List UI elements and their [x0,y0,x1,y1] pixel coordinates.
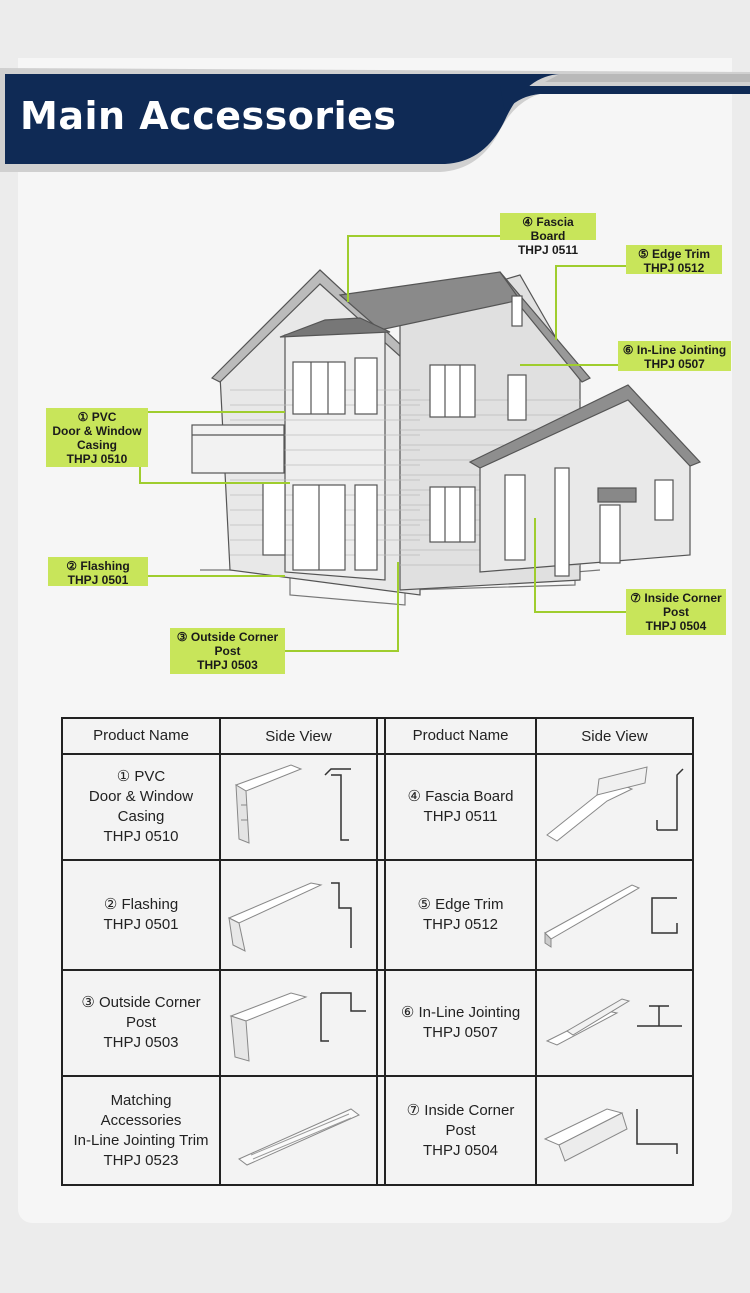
product-line: Post [125,1014,156,1031]
profile-image [537,971,687,1071]
callout-pvc-line4: THPJ 0510 [66,452,128,466]
product-line: THPJ 0511 [423,808,498,825]
product-flashing [62,860,220,970]
callout-inside-corner [626,589,726,635]
product-line: ② Flashing [103,896,179,913]
header-side-view-right: Side View [536,718,693,754]
callout-pvc-line2: Door & Window [52,424,142,438]
table-row [62,860,693,970]
callout-flashing-line2: THPJ 0501 [67,573,129,587]
callout-outside-corner [170,628,285,674]
callout-outside-line2: Post [214,644,241,658]
side-view-outside-corner [220,970,377,1076]
callout-fascia-line1: ④ Fascia Board [522,215,574,243]
product-inside-corner [385,1076,536,1185]
product-line: THPJ 0510 [103,828,179,845]
product-line: THPJ 0512 [422,916,499,933]
callout-flashing-line1: ② Flashing [66,559,130,573]
side-view-edge-trim [536,860,693,970]
profile-image [221,971,371,1071]
table-row [62,970,693,1076]
profile-image [537,755,687,855]
side-view-flashing [220,860,377,970]
callout-inside-line2: Post [662,605,689,619]
callout-inside-line1: ⑦ Inside Corner [630,591,722,605]
table-divider [377,718,385,754]
accessories-table [61,717,694,1186]
side-view-pvc-casing [220,754,377,860]
table-header-row [62,718,693,754]
product-line: THPJ 0507 [422,1024,499,1041]
callout-inline-line2: THPJ 0507 [644,357,705,371]
header-product-name-right: Product Name [385,718,536,754]
product-line: THPJ 0501 [103,916,179,933]
product-edge-trim [385,860,536,970]
callout-fascia-line2: THPJ 0511 [517,243,579,257]
product-line: ⑥ In-Line Jointing [400,1004,521,1021]
product-fascia-board [385,754,536,860]
side-view-fascia-board [536,754,693,860]
product-line: THPJ 0503 [103,1034,179,1051]
product-inline-jointing [385,970,536,1076]
product-line: Door & Window [88,788,194,805]
page-title: Main Accessories [20,94,397,138]
side-view-inline-jointing [536,970,693,1076]
header-side-view-left: Side View [220,718,377,754]
product-line: THPJ 0504 [422,1141,499,1159]
callout-pvc-line3: Casing [76,438,117,452]
callout-inline-jointing [618,341,731,371]
header-product-name-left: Product Name [62,718,220,754]
product-line: ③ Outside Corner [81,994,201,1011]
table-row [62,754,693,860]
callout-outside-line3: THPJ 0503 [197,658,258,672]
product-line: Casing [117,808,165,825]
product-line: THPJ 0523 [103,1151,179,1169]
callout-pvc-line1: ① PVC [77,410,117,424]
callout-edge-line1: ⑤ Edge Trim [637,247,711,261]
callout-pvc-casing [46,408,148,467]
product-line: Matching [110,1091,172,1109]
profile-image [537,863,687,963]
profile-image [221,1079,371,1179]
side-view-inside-corner [536,1076,693,1185]
callout-fascia-board [500,213,596,257]
product-line: In-Line Jointing Trim [73,1131,209,1149]
profile-image [537,1079,687,1179]
product-line: Post [445,1121,476,1139]
product-line: ⑤ Edge Trim [417,896,504,913]
house-illustration [0,200,750,700]
callout-edge-line2: THPJ 0512 [643,261,705,275]
product-matching-accessories [62,1076,220,1185]
side-view-inline-jointing-trim [220,1076,377,1185]
callout-inline-line1: ⑥ In-Line Jointing [622,343,727,357]
profile-image [221,755,371,855]
callout-inside-line3: THPJ 0504 [645,619,707,633]
table-row [62,1076,693,1185]
product-line: Accessories [100,1111,182,1129]
product-outside-corner [62,970,220,1076]
product-line: ⑦ Inside Corner [406,1101,515,1119]
product-line: ① PVC [116,768,166,785]
callout-edge-trim [626,245,722,274]
callout-flashing [48,557,148,586]
profile-image [221,863,371,963]
callout-outside-line1: ③ Outside Corner [176,630,279,644]
product-line: ④ Fascia Board [407,788,514,805]
product-pvc-casing [62,754,220,860]
